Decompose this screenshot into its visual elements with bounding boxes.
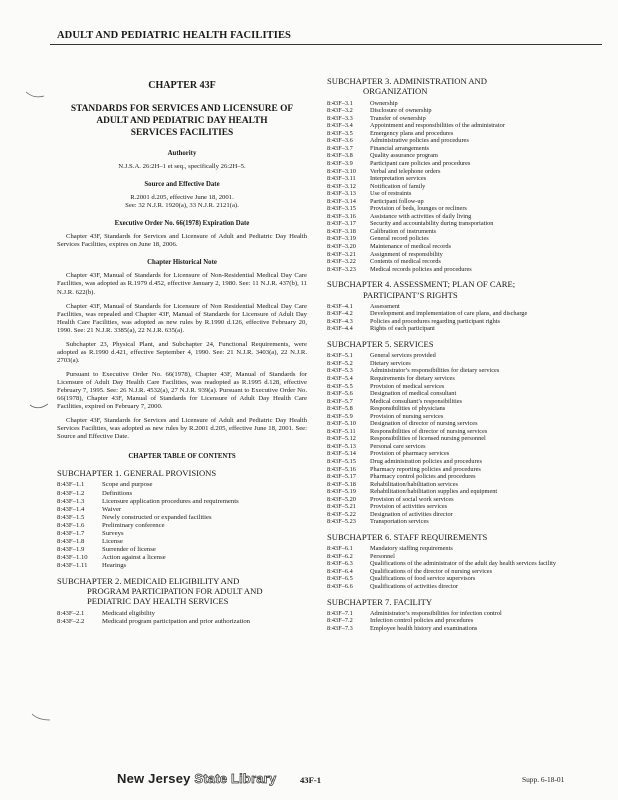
section-title: Waiver	[102, 505, 122, 513]
section-title: Qualifications of activities director	[370, 582, 458, 590]
section-title: Provision of beds, lounges or recliners	[370, 205, 467, 213]
section-number: 8:43F–5.14	[327, 450, 356, 458]
section-number: 8:43F–3.19	[327, 235, 356, 243]
section-number: 8:43F–3.10	[327, 167, 356, 175]
section-title: Pharmacy control policies and procedures	[370, 473, 476, 481]
toc-entry[interactable]	[327, 168, 595, 176]
section-title: Action against a license	[102, 553, 166, 561]
section-number: 8:43F–3.22	[327, 258, 356, 266]
chapter-main-title: STANDARDS FOR SERVICES AND LICENSURE OF ADULT AND PEDIATRIC DAY HEALTH SERVICES FACILITIES	[70, 104, 294, 139]
section-number: 8:43F–1.8	[57, 537, 85, 545]
section-title: Use of restraints	[370, 190, 412, 198]
section-number: 8:43F–6.4	[327, 567, 353, 575]
section-number: 8:43F–3.15	[327, 205, 356, 213]
section-number: 8:43F–2.1	[57, 609, 85, 617]
toc-entry[interactable]	[327, 100, 595, 108]
section-title: Medicaid eligibility	[102, 609, 155, 617]
section-title: Provision of medical services	[370, 382, 445, 390]
toc-entry[interactable]	[327, 175, 595, 183]
section-number: 8:43F–3.7	[327, 144, 353, 152]
toc-entry[interactable]	[327, 617, 595, 625]
right-column	[327, 76, 595, 634]
section-title: Personal care services	[370, 442, 426, 450]
section-title: Transportation services	[370, 518, 429, 526]
toc-entry[interactable]	[57, 610, 307, 618]
section-title: Transfer of ownership	[370, 114, 426, 122]
subchapter-title: SUBCHAPTER 4. ASSESSMENT; PLAN OF CARE; PARTICIPANT’S RIGHTS	[327, 279, 516, 300]
toc-entry[interactable]	[327, 145, 595, 153]
toc-entry[interactable]	[57, 490, 307, 498]
toc-entry[interactable]	[327, 213, 595, 221]
section-number: 8:43F–1.4	[57, 505, 85, 513]
section-title: Ownership	[370, 99, 398, 107]
section-title: Responsibilities of licensed nursing personnel	[370, 435, 486, 443]
toc-entry[interactable]	[327, 420, 595, 428]
section-number: 8:43F–4.1	[327, 302, 353, 310]
subchapter-title: SUBCHAPTER 7. FACILITY	[327, 596, 433, 607]
section-number: 8:43F–3.9	[327, 160, 353, 167]
toc-subchapter	[327, 76, 595, 273]
executive-order-text: Chapter 43F, Standards for Services and Licensure of Adult and Pediatric Day Health Services Facilities, expires on June 18, 2006.	[57, 233, 307, 249]
section-number: 8:43F–3.5	[327, 129, 353, 137]
section-number: 8:43F–2.2	[57, 617, 85, 625]
toc-entry[interactable]	[327, 303, 595, 311]
section-number: 8:43F–6.5	[327, 575, 353, 583]
toc-entry[interactable]	[57, 514, 307, 522]
section-number: 8:43F–5.12	[327, 435, 356, 443]
toc-right	[327, 76, 595, 632]
toc-subchapter	[327, 339, 595, 526]
section-title: Emergency plans and procedures	[370, 129, 454, 137]
toc-entry[interactable]	[327, 458, 595, 466]
section-title: Newly constructed or expanded facilities	[102, 513, 212, 521]
toc-entry[interactable]	[327, 481, 595, 489]
toc-entry[interactable]	[327, 511, 595, 519]
toc-entry[interactable]	[327, 251, 595, 259]
section-number: 8:43F–5.20	[327, 495, 356, 503]
toc-entry[interactable]	[327, 183, 595, 191]
page-number: 43F-1	[300, 775, 322, 785]
section-title: Medical consultant’s responsibilities	[370, 397, 462, 405]
history-paragraph: Pursuant to Executive Order No. 66(1978), Chapter 43F, Manual of Standards for Licensure of Adult Day Health Care Facilities, was readopted as R.1995 d.128, effective February 7, 1995. See: 26 N.J.R. 4532(a), 27 N.J.R. 939(a). Pursuant to Executive Order No. 66(1978), Chapter 43F, Manual of Standards for Licensure of Adult Day Health Care Facilities, expired on February 7, 2000.	[57, 370, 307, 410]
section-number: 8:43F–5.18	[327, 480, 356, 488]
section-title: Quality assurance program	[370, 152, 438, 160]
source-heading: Source and Effective Date	[144, 180, 220, 188]
section-number: 8:43F–4.4	[327, 325, 353, 333]
subchapter-title: SUBCHAPTER 3. ADMINISTRATION AND ORGANIZATION	[327, 76, 487, 97]
section-number: 8:43F–5.6	[327, 390, 353, 398]
toc-entry[interactable]	[57, 562, 307, 570]
section-title: Participant follow-up	[370, 197, 424, 205]
section-title: Employee health history and examinations	[370, 624, 478, 632]
toc-entry[interactable]	[327, 228, 595, 236]
section-number: 8:43F–3.18	[327, 227, 356, 235]
section-number: 8:43F–1.9	[57, 545, 85, 553]
subchapter-title: SUBCHAPTER 6. STAFF REQUIREMENTS	[327, 531, 488, 542]
section-title: Qualifications of food service supervisors	[370, 575, 476, 583]
section-title: Administrator’s responsibilities for dietary services	[370, 367, 500, 375]
section-title: Surveys	[102, 529, 124, 537]
toc-entry[interactable]	[327, 568, 595, 576]
section-number: 8:43F–1.1	[57, 481, 85, 489]
toc-subchapter	[327, 597, 595, 633]
section-number: 8:43F–5.23	[327, 518, 356, 526]
section-number: 8:43F–5.7	[327, 397, 353, 405]
toc-entry[interactable]	[327, 413, 595, 421]
toc-entry[interactable]	[327, 205, 595, 213]
toc-entry[interactable]	[57, 498, 307, 506]
section-title: Interpretation services	[370, 175, 427, 183]
section-number: 8:43F–6.6	[327, 582, 353, 590]
section-title: Personnel	[370, 552, 395, 560]
section-number: 8:43F–5.22	[327, 510, 356, 518]
toc-entry[interactable]	[327, 553, 595, 561]
section-title: Disclosure of ownership	[370, 107, 432, 115]
margin-pencil-mark	[30, 712, 52, 722]
section-title: Designation of medical consultant	[370, 390, 457, 398]
section-number: 8:43F–5.11	[327, 427, 356, 435]
history-paragraph: Chapter 43F, Standards for Services and Licensure of Adult and Pediatric Day Health Services Facilities, was adopted as new rules by R.2001 d.205, effective June 18, 2001. See: Source and Effective Date.	[57, 416, 307, 440]
table-of-contents-heading: CHAPTER TABLE OF CONTENTS	[128, 453, 236, 460]
section-title: Infection control policies and procedures	[370, 617, 474, 625]
toc-entry[interactable]	[327, 466, 595, 474]
toc-entry[interactable]	[57, 481, 307, 489]
toc-entry[interactable]	[327, 115, 595, 123]
toc-entry[interactable]	[327, 360, 595, 368]
toc-entry[interactable]	[57, 538, 307, 546]
toc-entry[interactable]	[327, 398, 595, 406]
section-number: 8:43F–3.20	[327, 243, 356, 251]
section-number: 8:43F–1.11	[57, 561, 88, 569]
toc-entry[interactable]	[327, 518, 595, 526]
toc-entry[interactable]	[57, 506, 307, 514]
toc-entry[interactable]	[327, 560, 595, 568]
section-number: 8:43F–3.1	[327, 99, 353, 107]
section-number: 8:43F–3.13	[327, 190, 356, 198]
section-title: Surrender of license	[102, 545, 156, 553]
section-title: Participant care policies and procedures	[370, 160, 471, 167]
section-number: 8:43F–3.17	[327, 220, 356, 228]
section-title: Maintenance of medical records	[370, 243, 451, 251]
toc-entry[interactable]	[327, 583, 595, 591]
toc-entry[interactable]	[327, 443, 595, 451]
toc-entry[interactable]	[327, 435, 595, 443]
margin-pencil-mark	[28, 402, 50, 412]
section-title: Scope and purpose	[102, 481, 153, 489]
section-number: 8:43F–6.1	[327, 545, 353, 553]
section-number: 8:43F–1.5	[57, 513, 85, 521]
authority-text: N.J.S.A. 26:2H–1 et seq., specifically 26:2H–5.	[118, 162, 246, 170]
section-number: 8:43F–4.2	[327, 310, 353, 318]
toc-entry[interactable]	[327, 152, 595, 160]
section-number: 8:43F–6.2	[327, 552, 353, 560]
toc-entry[interactable]	[327, 488, 595, 496]
toc-entry[interactable]	[327, 625, 595, 633]
section-title: Pharmacy reporting policies and procedures	[370, 465, 481, 473]
section-title: Medical records policies and procedures	[370, 265, 472, 273]
toc-entry[interactable]	[57, 530, 307, 538]
section-title: Drug administration policies and procedures	[370, 457, 482, 465]
toc-subchapter	[327, 279, 595, 333]
section-title: Responsibilities of director of nursing services	[370, 427, 488, 435]
toc-subchapter	[57, 468, 307, 570]
toc-entry[interactable]	[327, 190, 595, 198]
section-title: Medicaid program participation and prior authorization	[102, 617, 251, 625]
toc-entry[interactable]	[327, 198, 595, 206]
subchapter-title: SUBCHAPTER 2. MEDICAID ELIGIBILITY AND PROGRAM PARTICIPATION FOR ADULT AND PEDIATRIC DAY HEALTH SERVICES	[57, 575, 263, 607]
section-number: 8:43F–3.6	[327, 137, 353, 145]
section-title: Provision of activities services	[370, 503, 448, 511]
section-title: Licensure application procedures and requirements	[102, 497, 239, 505]
section-number: 8:43F–5.3	[327, 367, 353, 375]
toc-left	[57, 468, 307, 626]
section-title: Provision of pharmacy services	[370, 450, 450, 458]
toc-entry[interactable]	[327, 266, 595, 274]
section-title: Appointment and responsibilities of the administrator	[370, 122, 505, 130]
section-number: 8:43F–3.3	[327, 114, 353, 122]
section-number: 8:43F–7.2	[327, 617, 353, 625]
toc-entry[interactable]	[327, 220, 595, 228]
section-title: Notification of family	[370, 182, 426, 190]
section-number: 8:43F–5.10	[327, 420, 356, 428]
toc-entry[interactable]	[327, 160, 595, 168]
toc-entry[interactable]	[57, 618, 307, 626]
toc-entry[interactable]	[327, 122, 595, 130]
section-title: Assignment of responsibility	[370, 250, 443, 258]
toc-entry[interactable]	[327, 450, 595, 458]
section-number: 8:43F–5.16	[327, 465, 356, 473]
section-number: 8:43F–3.12	[327, 182, 356, 190]
authority-heading: Authority	[167, 149, 197, 157]
section-number: 8:43F–1.6	[57, 521, 85, 529]
toc-entry[interactable]	[327, 137, 595, 145]
section-title: Provision of nursing services	[370, 412, 444, 420]
left-column	[57, 74, 307, 628]
section-title: Rehabilitation/habilitation supplies and equipment	[370, 488, 498, 496]
history-paragraph: Chapter 43F, Manual of Standards for Licensure of Non-Residential Medical Day Care Facilities, was adopted as R.1979 d.452, effective January 2, 1980. See: 11 N.J.R. 437(b), 11 N.J.R. 622(b).	[57, 272, 307, 296]
section-title: License	[102, 537, 123, 545]
section-number: 8:43F–3.14	[327, 197, 356, 205]
section-number: 8:43F–3.2	[327, 107, 353, 115]
toc-entry[interactable]	[327, 235, 595, 243]
toc-entry[interactable]	[327, 575, 595, 583]
section-title: General services provided	[370, 352, 436, 360]
section-number: 8:43F–5.9	[327, 412, 353, 420]
section-number: 8:43F–3.11	[327, 175, 356, 183]
section-number: 8:43F–5.13	[327, 442, 356, 450]
section-title: Dietary services	[370, 359, 411, 367]
supplement-date: Supp. 6-18-01	[522, 775, 565, 784]
toc-entry[interactable]	[327, 367, 595, 375]
toc-entry[interactable]	[327, 383, 595, 391]
toc-entry[interactable]	[57, 546, 307, 554]
section-title: Qualifications of the director of nursing services	[370, 567, 493, 575]
section-title: Administrator’s responsibilities for infection control	[370, 609, 502, 617]
section-title: Administrative policies and procedures	[370, 137, 469, 145]
section-number: 8:43F–3.8	[327, 152, 353, 160]
section-number: 8:43F–1.2	[57, 489, 85, 497]
toc-entry[interactable]	[327, 405, 595, 413]
section-title: Financial arrangements	[370, 144, 429, 152]
toc-entry[interactable]	[327, 325, 595, 333]
history-paragraph: Chapter 43F, Manual of Standards for Licensure of Non Residential Medical Day Care Facilities, was repealed and Chapter 43F, Manual of Standards for Licensure of Adult Day Health Care Facilities, was adopted as new rules by R.1990 d.126, effective February 20, 1990. See: 21 N.J.R. 3385(a), 22 N.J.R. 635(a).	[57, 302, 307, 334]
toc-entry[interactable]	[327, 496, 595, 504]
toc-subchapter	[327, 532, 595, 591]
toc-entry[interactable]	[327, 107, 595, 115]
executive-order-heading: Executive Order No. 66(1978) Expiration Date	[114, 220, 250, 228]
section-title: Verbal and telephone orders	[370, 167, 441, 175]
historical-note-heading: Chapter Historical Note	[147, 259, 217, 267]
section-number: 8:43F–5.1	[327, 352, 353, 360]
section-title: Responsibilities of physicians	[370, 405, 446, 413]
section-title: Mandatory staffing requirements	[370, 545, 453, 553]
section-title: Calibration of instruments	[370, 227, 437, 235]
section-number: 8:43F–5.19	[327, 488, 356, 496]
toc-entry[interactable]	[327, 352, 595, 360]
section-number: 8:43F–6.3	[327, 560, 353, 568]
section-number: 8:43F–1.7	[57, 529, 85, 537]
section-title: Policies and procedures regarding participant rights	[370, 317, 500, 325]
section-number: 8:43F–5.2	[327, 359, 353, 367]
toc-entry[interactable]	[327, 258, 595, 266]
section-title: Assistance with activities of daily living	[370, 212, 472, 220]
section-title: Provision of social work services	[370, 495, 454, 503]
subchapter-title: SUBCHAPTER 1. GENERAL PROVISIONS	[57, 468, 217, 479]
chapter-title: CHAPTER 43F	[148, 80, 216, 91]
history-paragraph: Subchapter 23, Physical Plant, and Subchapter 24, Functional Requirements, were adopted as R.1990 d.421, effective September 4, 1990. See: 21 N.J.R. 3403(a), 22 N.J.R. 2703(a).	[57, 340, 307, 364]
section-title: Development and implementation of care plans, and discharge	[370, 310, 528, 318]
section-title: Preliminary conference	[102, 521, 165, 529]
toc-entry[interactable]	[327, 610, 595, 618]
toc-entry[interactable]	[327, 503, 595, 511]
toc-entry[interactable]	[327, 310, 595, 318]
section-title: Rights of each participant	[370, 325, 435, 333]
library-logo: New Jersey State Library	[117, 771, 277, 786]
section-number: 8:43F–1.10	[57, 553, 88, 561]
section-title: Rehabilitation/habilitation services	[370, 480, 458, 488]
toc-entry[interactable]	[327, 130, 595, 138]
section-number: 8:43F–3.23	[327, 265, 356, 273]
running-header: ADULT AND PEDIATRIC HEALTH FACILITIES	[57, 30, 291, 41]
section-title: Designation of director of nursing services	[370, 420, 478, 428]
section-title: Security and accountability during transportation	[370, 220, 494, 228]
source-line: R.2001 d.205, effective June 18, 2001.	[130, 194, 234, 201]
section-title: Designation of activities director	[370, 510, 453, 518]
section-number: 8:43F–7.1	[327, 609, 353, 617]
section-number: 8:43F–5.4	[327, 374, 353, 382]
toc-entry[interactable]	[57, 554, 307, 562]
section-number: 8:43F–1.3	[57, 497, 85, 505]
toc-subchapter	[57, 576, 307, 626]
section-title: General record policies	[370, 235, 429, 243]
section-number: 8:43F–5.15	[327, 457, 356, 465]
section-title: Assessment	[370, 302, 400, 310]
toc-entry[interactable]	[327, 375, 595, 383]
section-number: 8:43F–3.21	[327, 250, 356, 258]
toc-entry[interactable]	[327, 428, 595, 436]
toc-entry[interactable]	[57, 522, 307, 530]
section-title: Contents of medical records	[370, 258, 441, 266]
header-rule	[50, 44, 602, 45]
section-title: Hearings	[102, 561, 127, 569]
section-number: 8:43F–5.5	[327, 382, 353, 390]
toc-entry[interactable]	[327, 473, 595, 481]
section-number: 8:43F–5.8	[327, 405, 353, 413]
toc-entry[interactable]	[327, 545, 595, 553]
source-line: See: 32 N.J.R. 1920(a), 33 N.J.R. 2121(a).	[125, 202, 239, 210]
section-title: Definitions	[102, 489, 133, 497]
section-number: 8:43F–4.3	[327, 317, 353, 325]
toc-entry[interactable]	[327, 390, 595, 398]
section-title: Qualifications of the administrator of the adult day health services facility	[370, 560, 557, 568]
section-number: 8:43F–5.21	[327, 503, 356, 511]
section-number: 8:43F–5.17	[327, 473, 356, 481]
section-number: 8:43F–3.16	[327, 212, 356, 220]
toc-entry[interactable]	[327, 318, 595, 326]
margin-pencil-mark	[24, 90, 46, 100]
toc-entry[interactable]	[327, 243, 595, 251]
section-title: Requirements for dietary services	[370, 374, 455, 382]
section-number: 8:43F–7.3	[327, 624, 353, 632]
subchapter-title: SUBCHAPTER 5. SERVICES	[327, 339, 434, 350]
section-number: 8:43F–3.4	[327, 122, 353, 130]
